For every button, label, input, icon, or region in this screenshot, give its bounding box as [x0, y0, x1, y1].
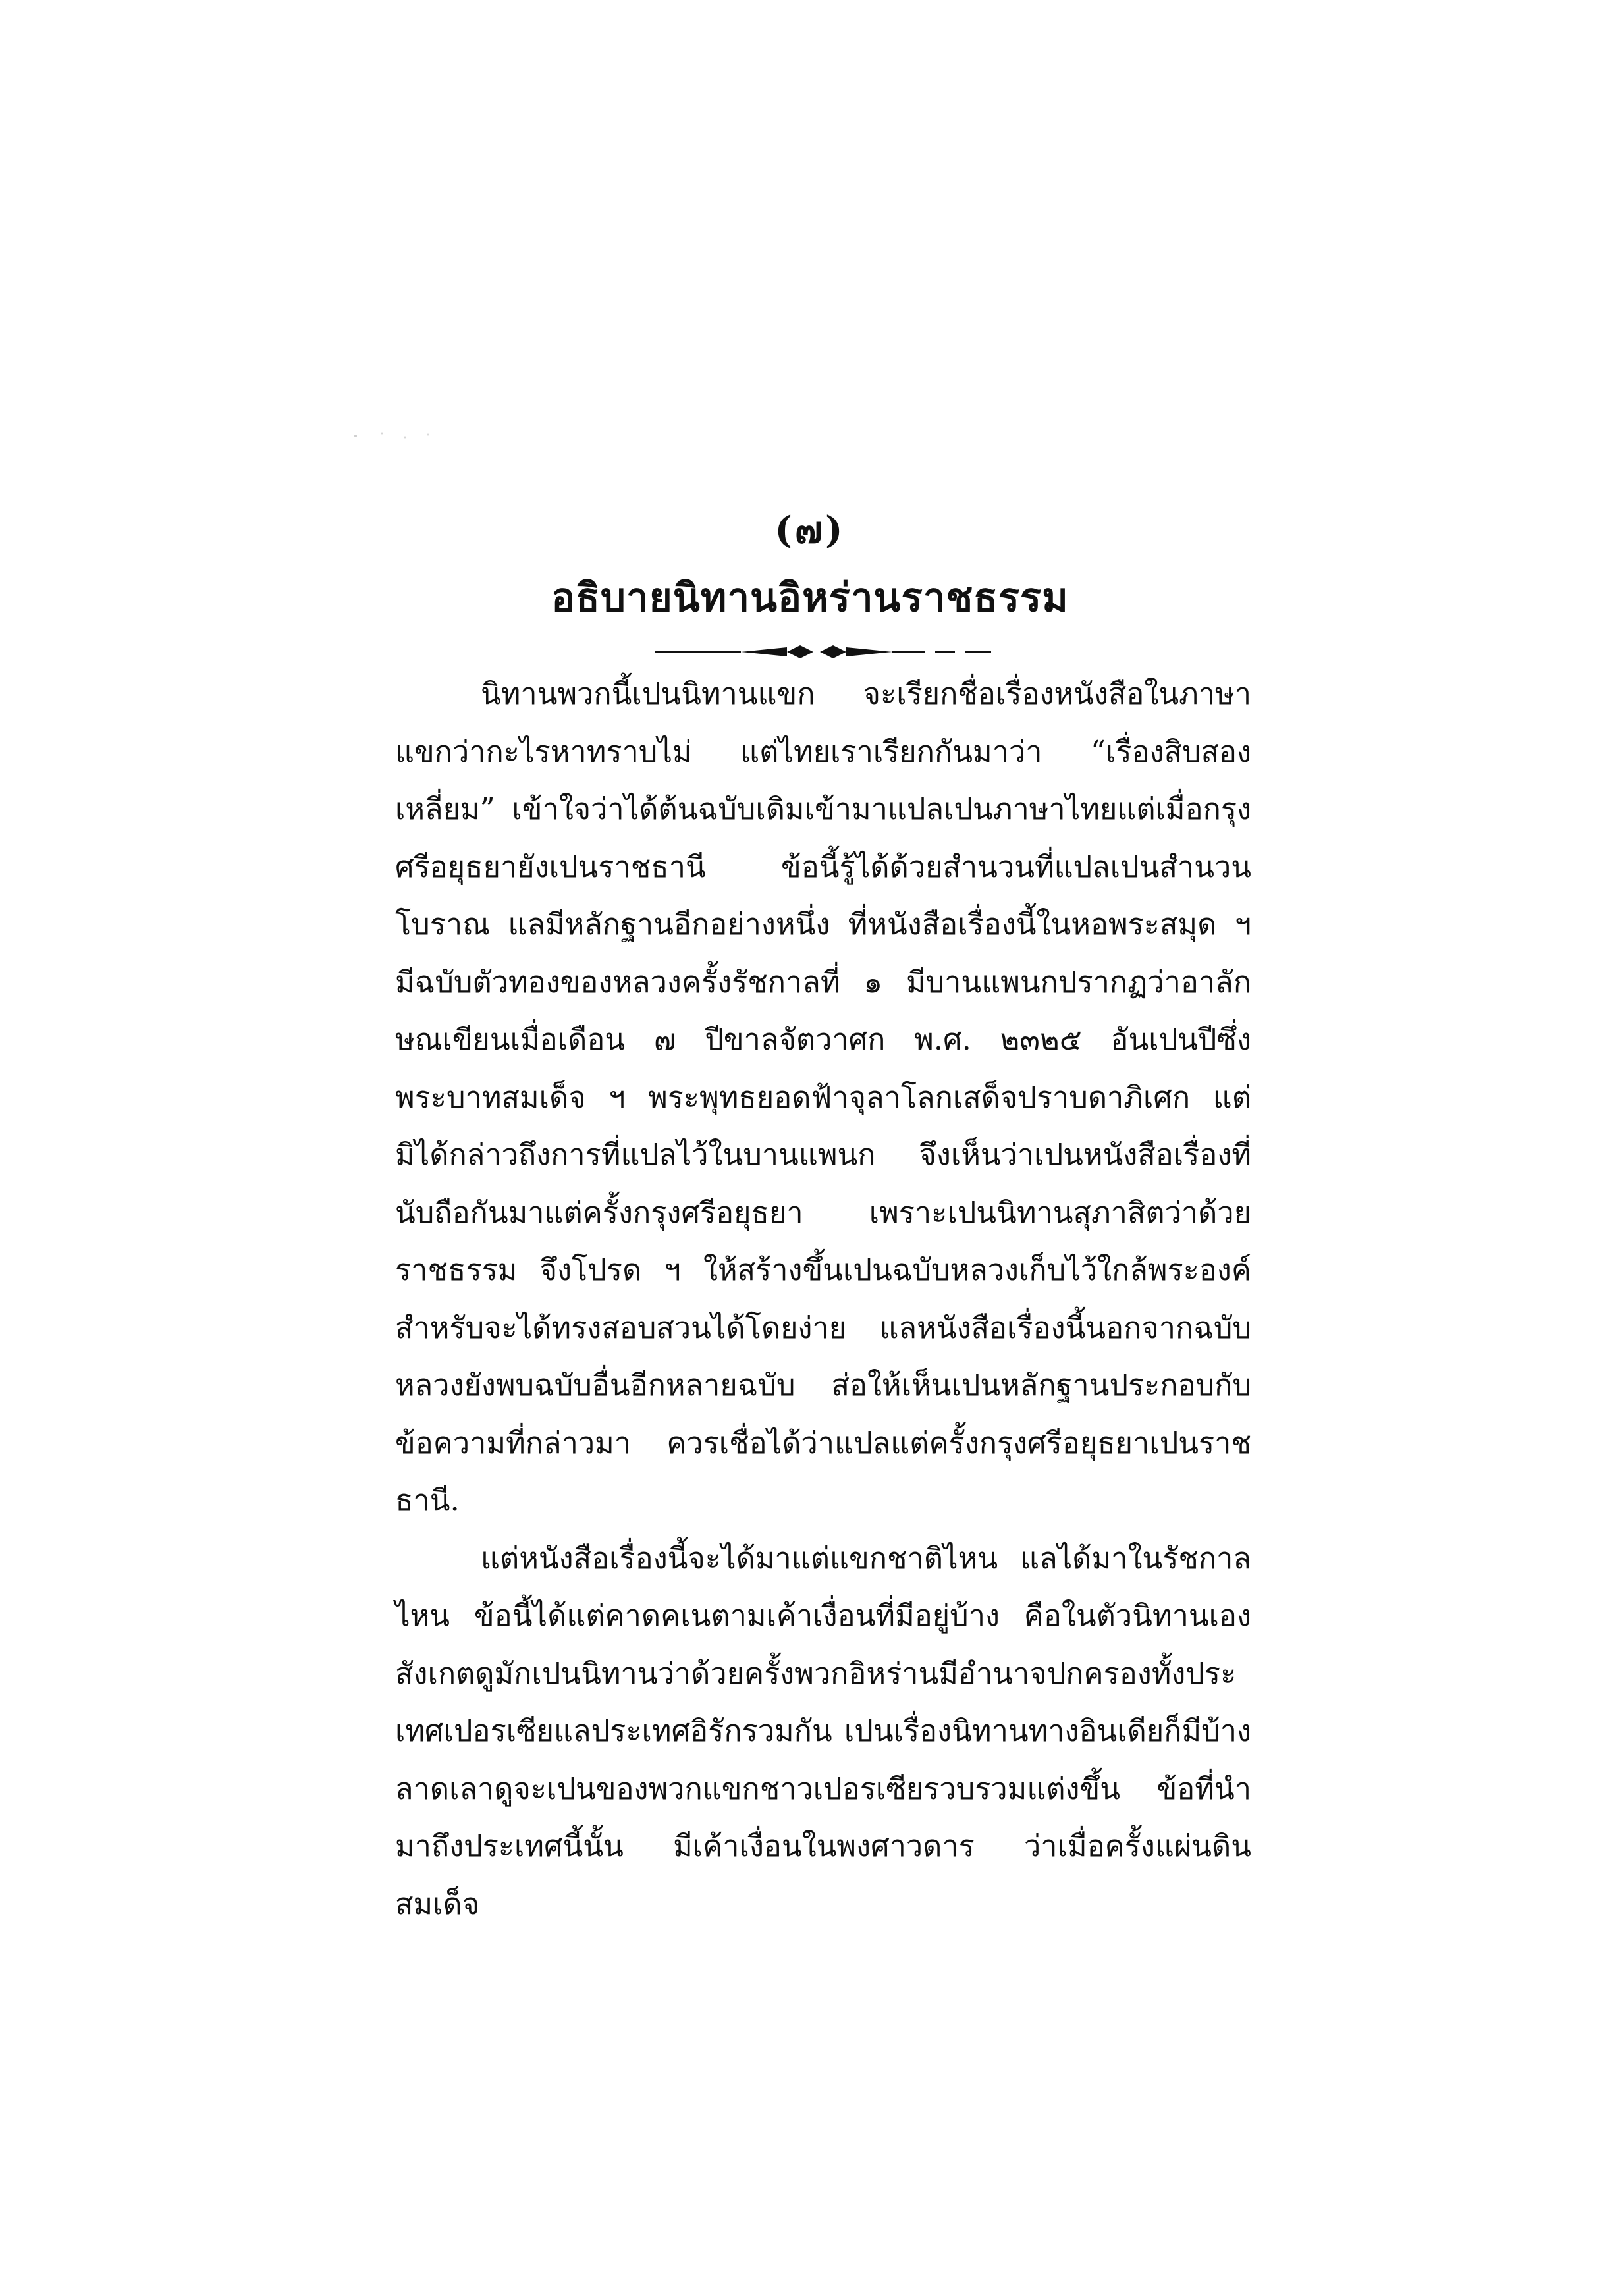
paragraph-2: แต่หนังสือเรื่องนี้จะได้มาแต่แขกชาติไหน แลได้มาในรัชกาลไหน ข้อนี้ได้แต่คาดคเนตามเค้าเงื่อนที่มีอยู่บ้าง คือในตัวนิทานเองสังเกตดูมักเปนนิทานว่าด้วยครั้งพวกอิหร่านมีอำนาจปกครองทั้งประเทศเปอรเซียแลประเทศอิรักรวมกัน เปนเรื่องนิทานทางอินเดียก็มีบ้าง ลาดเลาดูจะเปนของพวกแขกชาวเปอรเซียรวบรวมแต่งขึ้น ข้อที่นำมาถึงประเทศนี้นั้น มีเค้าเงื่อนในพงศาวดาร ว่าเมื่อครั้งแผ่นดินสมเด็จ	[395, 1540, 1251, 1921]
page-number: (๗)	[774, 508, 846, 552]
scan-speck	[342, 421, 448, 448]
page-title: อธิบายนิทานอิหร่านราชธรรม	[551, 575, 1069, 621]
paragraph-1: นิทานพวกนี้เปนนิทานแขก จะเรียกชื่อเรื่องหนังสือในภาษาแขกว่ากะไรหาทราบไม่ แต่ไทยเราเรียกกันมาว่า “เรื่องสิบสองเหลี่ยม” เข้าใจว่าได้ต้นฉบับเดิมเข้ามาแปลเปนภาษาไทยแต่เมื่อกรุงศรีอยุธยายังเปนราชธานี ข้อนี้รู้ได้ด้วยสำนวนที่แปลเปนสำนวนโบราณ แลมีหลักฐานอีกอย่างหนึ่ง ที่หนังสือเรื่องนี้ในหอพระสมุด ฯ มีฉบับตัวทองของหลวงครั้งรัชกาลที่ ๑ มีบานแพนกปรากฏว่าอาลักษณเขียนเมื่อเดือน ๗ ปีขาลจัตวาศก พ.ศ. ๒๓๒๕ อันเปนปีซึ่งพระบาทสมเด็จ ฯ พระพุทธยอดฟ้าจุลาโลกเสด็จปราบดาภิเศก แต่มิได้กล่าวถึงการที่แปลไว้ในบานแพนก จึงเห็นว่าเปนหนังสือเรื่องที่นับถือกันมาแต่ครั้งกรุงศรีอยุธยา เพราะเปนนิทานสุภาสิตว่าด้วยราชธรรม จึงโปรด ฯ ให้สร้างขึ้นเปนฉบับหลวงเก็บไว้ใกล้พระองค์สำหรับจะได้ทรงสอบสวนได้โดยง่าย แลหนังสือเรื่องนี้นอกจากฉบับหลวงยังพบฉบับอื่นอีกหลายฉบับ ส่อให้เห็นเปนหลักฐานประกอบกับข้อความที่กล่าวมา ควรเชื่อได้ว่าแปลแต่ครั้งกรุงศรีอยุธยาเปนราชธานี.	[395, 676, 1251, 1518]
body-text	[395, 665, 1251, 1933]
title-ornament-divider	[655, 642, 991, 662]
